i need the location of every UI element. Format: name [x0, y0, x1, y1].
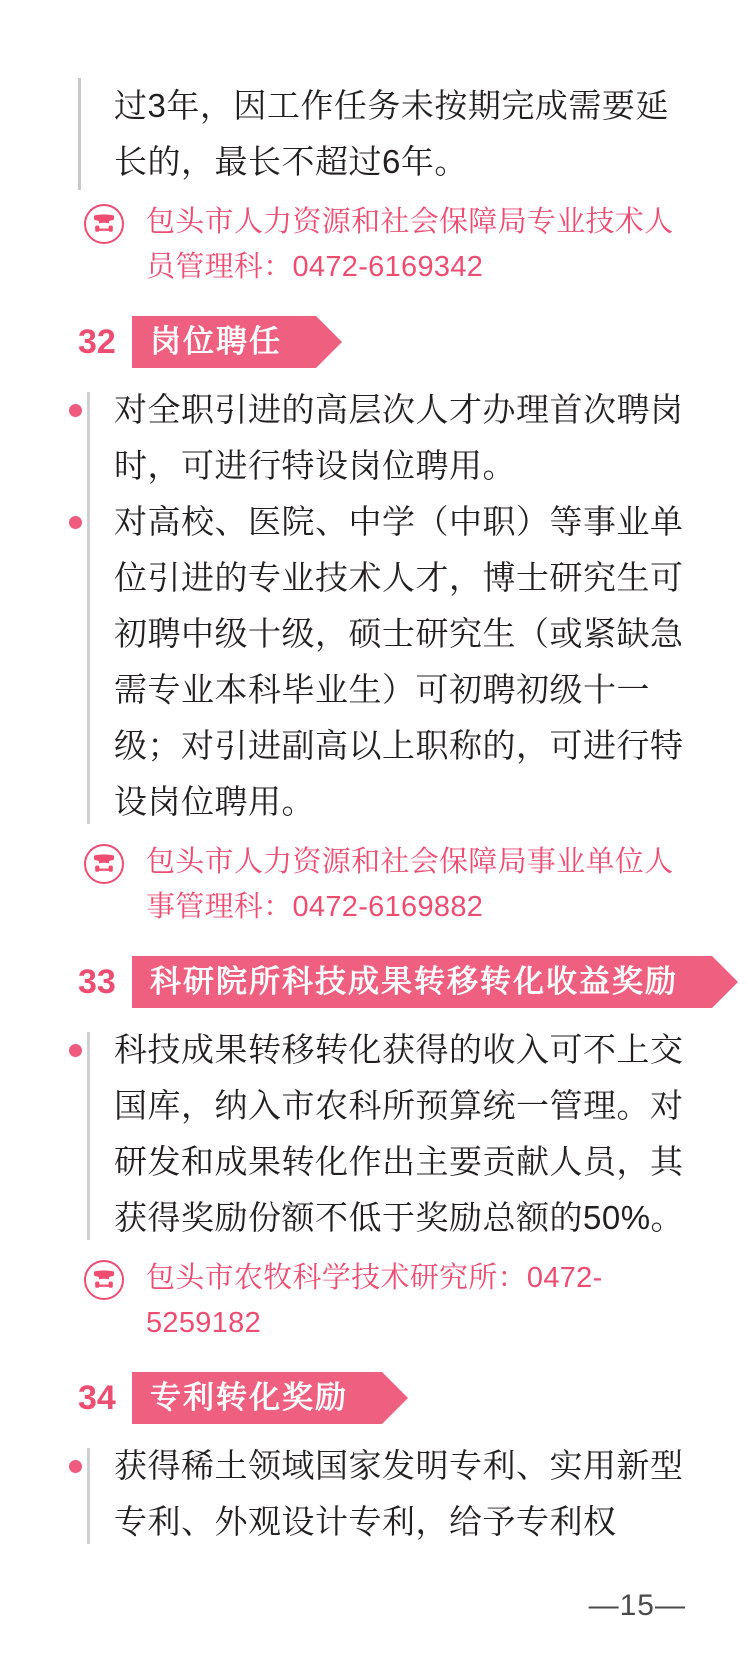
bullet-text: 科技成果转移转化获得的收入可不上交国库，纳入市农科所预算统一管理。对研发和成果转化作出主要贡献人员，其获得奖励份额不低于奖励总额的50%。 [114, 1031, 685, 1236]
top-paragraph: 过3年，因工作任务未按期完成需要延长的，最长不超过6年。 [114, 87, 669, 180]
phone-icon [84, 1260, 124, 1300]
contact-line [78, 840, 688, 930]
section-heading-33 [78, 956, 688, 1008]
bullet-item [78, 1438, 688, 1550]
section-number: 33 [78, 962, 116, 1001]
contact-text: 包头市人力资源和社会保障局专业技术人员管理科：0472-6169342 [146, 206, 674, 283]
section-heading-34 [78, 1372, 688, 1424]
page-number: —15— [588, 1589, 686, 1622]
bullet-dot [69, 1044, 82, 1057]
section-title: 岗位聘任 [132, 316, 316, 368]
phone-icon [84, 204, 124, 244]
bullet-text: 对全职引进的高层次人才办理首次聘岗时，可进行特设岗位聘用。 [114, 391, 684, 484]
contact-text: 包头市农牧科学技术研究所：0472-5259182 [146, 1262, 603, 1339]
section-heading-32 [78, 316, 688, 368]
bullet-group-32 [78, 382, 688, 830]
bullet-item [78, 1022, 688, 1246]
section-title: 专利转化奖励 [132, 1372, 382, 1424]
contact-line [78, 1256, 688, 1346]
section-title: 科研院所科技成果转移转化收益奖励 [132, 956, 712, 1008]
bullet-dot [69, 516, 82, 529]
bullet-dot [69, 1460, 82, 1473]
phone-icon [84, 844, 124, 884]
bullet-text: 对高校、医院、中学（中职）等事业单位引进的专业技术人才，博士研究生可初聘中级十级，硕士研究生（或紧缺急需专业本科毕业生）可初聘初级十一级；对引进副高以上职称的，可进行特设岗位聘用。 [114, 503, 684, 820]
bullet-item [78, 382, 688, 494]
bullet-group-34 [78, 1438, 688, 1550]
section-number: 32 [78, 322, 116, 361]
contact-line [78, 200, 688, 290]
bullet-item [78, 494, 688, 830]
top-paragraph-block [78, 78, 688, 190]
bullet-dot [69, 404, 82, 417]
section-number: 34 [78, 1378, 116, 1417]
contact-text: 包头市人力资源和社会保障局事业单位人事管理科：0472-6169882 [146, 846, 674, 923]
bullet-group-33 [78, 1022, 688, 1246]
bullet-text: 获得稀土领域国家发明专利、实用新型专利、外观设计专利，给予专利权 [114, 1447, 684, 1540]
